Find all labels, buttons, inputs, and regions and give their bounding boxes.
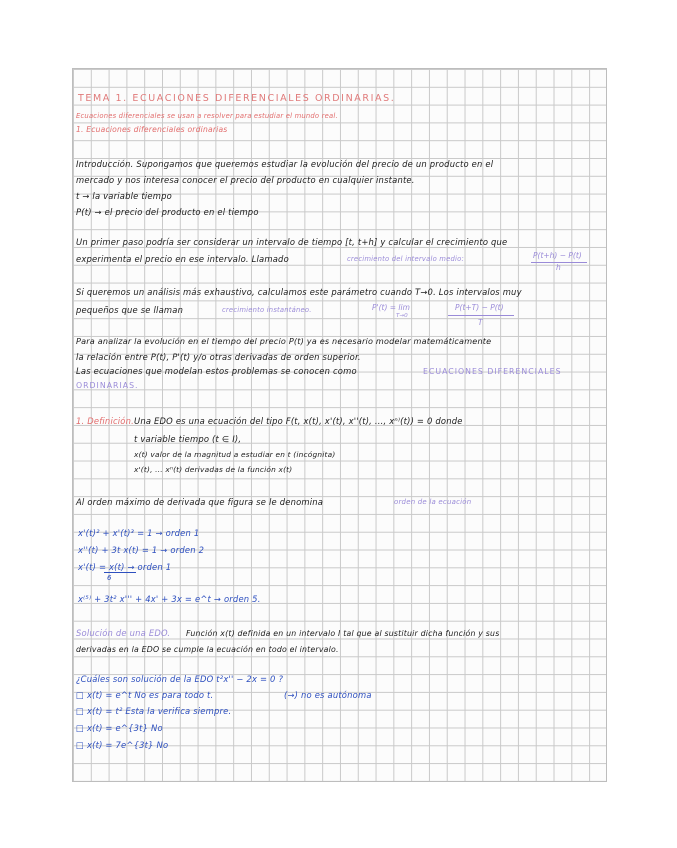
deriv-line-2: pequeños que se llaman — [76, 305, 184, 315]
model-line-1: Un primer paso podría ser considerar un intervalo de tiempo [t, t+h] y calcular el crecimiento que — [76, 237, 508, 247]
intro-line-1: Introducción. Supongamos que queremos estudiar la evolución del precio de un producto en el — [76, 159, 494, 169]
solution-line-2: derivadas en la EDO se cumple la ecuación en todo el intervalo. — [76, 645, 339, 654]
definition-item-1: t variable tiempo (t ∈ I), — [134, 434, 242, 444]
order-line: Al orden máximo de derivada que figura se le denomina — [76, 497, 324, 507]
analysis-line-3: Las ecuaciones que modelan estos problemas se conocen como — [76, 366, 357, 376]
derivative-lim-subscript: T→0 — [396, 313, 408, 319]
order-term: orden de la ecuación — [394, 498, 472, 506]
definition-label: 1. Definición. — [76, 416, 134, 426]
avg-growth-numerator: P(t+h) − P(t) — [533, 251, 582, 260]
quiz-item-3: □ x(t) = e^{3t} No — [76, 723, 163, 733]
definition-item-3: x'(t), ... xⁿ(t) derivadas de la función x(t) — [134, 465, 293, 474]
derivative-fraction-bar — [448, 315, 514, 316]
avg-growth-denominator: h — [556, 263, 561, 272]
analysis-line-2: la relación entre P(t), P'(t) y/o otras derivadas de orden superior. — [76, 352, 361, 362]
intro-line-2: mercado y nos interesa conocer el precio del producto en cualquier instante. — [76, 175, 415, 185]
deriv-line-1: Si queremos un análisis más exhaustivo, calculamos este parámetro cuando T→0. Los intervalos muy — [76, 287, 522, 297]
deriv-line-2-term: crecimiento instantáneo. — [222, 306, 312, 314]
derivative-lim: P'(t) = lim — [372, 303, 410, 312]
quiz-item-1: □ x(t) = e^t No es para todo t. — [76, 690, 214, 700]
header-line-2: 1. Ecuaciones diferenciales ordinarias — [76, 125, 228, 134]
quiz-item-4: □ x(t) = 7e^{3t} No — [76, 740, 169, 750]
analysis-line-1: Para analizar la evolución en el tiempo del precio P(t) ya es necesario modelar matemáticamente — [76, 336, 492, 346]
page-title: TEMA 1. ECUACIONES DIFERENCIALES ORDINARIAS. — [78, 93, 396, 104]
quiz-aside: (→) no es autónoma — [284, 690, 372, 700]
analysis-term: ECUACIONES DIFERENCIALES — [423, 367, 562, 376]
definition-text: Una EDO es una ecuación del tipo F(t, x(t), x'(t), x''(t), ..., xⁿ⁾(t)) = 0 donde — [134, 416, 463, 426]
example-4: x⁽⁵⁾ + 3t² x''' + 4x' + 3x = e^t → orden 5. — [78, 594, 261, 604]
solution-text: Función x(t) definida en un intervalo I tal que al sustituir dicha función y sus — [186, 629, 500, 638]
model-line-2: experimenta el precio en ese intervalo. Llamado — [76, 254, 289, 264]
quiz-item-2: □ x(t) = t² Esta la verifica siempre. — [76, 706, 232, 716]
intro-line-3: t → la variable tiempo — [76, 191, 172, 201]
derivative-denominator: T — [478, 318, 483, 327]
example-3: x'(t) = x(t) → orden 1 — [78, 562, 172, 572]
quiz-title: ¿Cuáles son solución de la EDO t²x'' − 2x = 0 ? — [76, 674, 284, 684]
analysis-line-4: ORDINARIAS. — [76, 381, 139, 390]
derivative-numerator: P(t+T) − P(t) — [455, 303, 504, 312]
example-2: x''(t) + 3t x(t) = 1 → orden 2 — [78, 545, 205, 555]
header-line-1: Ecuaciones diferenciales se usan a resolver para estudiar el mundo real. — [76, 112, 338, 120]
intro-line-4: P(t) → el precio del producto en el tiempo — [76, 207, 259, 217]
model-line-2-term: crecimiento del intervalo medio: — [347, 255, 464, 263]
example-3-denominator: 6 — [107, 574, 112, 582]
example-1: x'(t)² + x'(t)³ = 1 → orden 1 — [78, 528, 200, 538]
definition-item-2: x(t) valor de la magnitud a estudiar en t (incógnita) — [134, 450, 336, 459]
solution-label: Solución de una EDO. — [76, 628, 171, 638]
